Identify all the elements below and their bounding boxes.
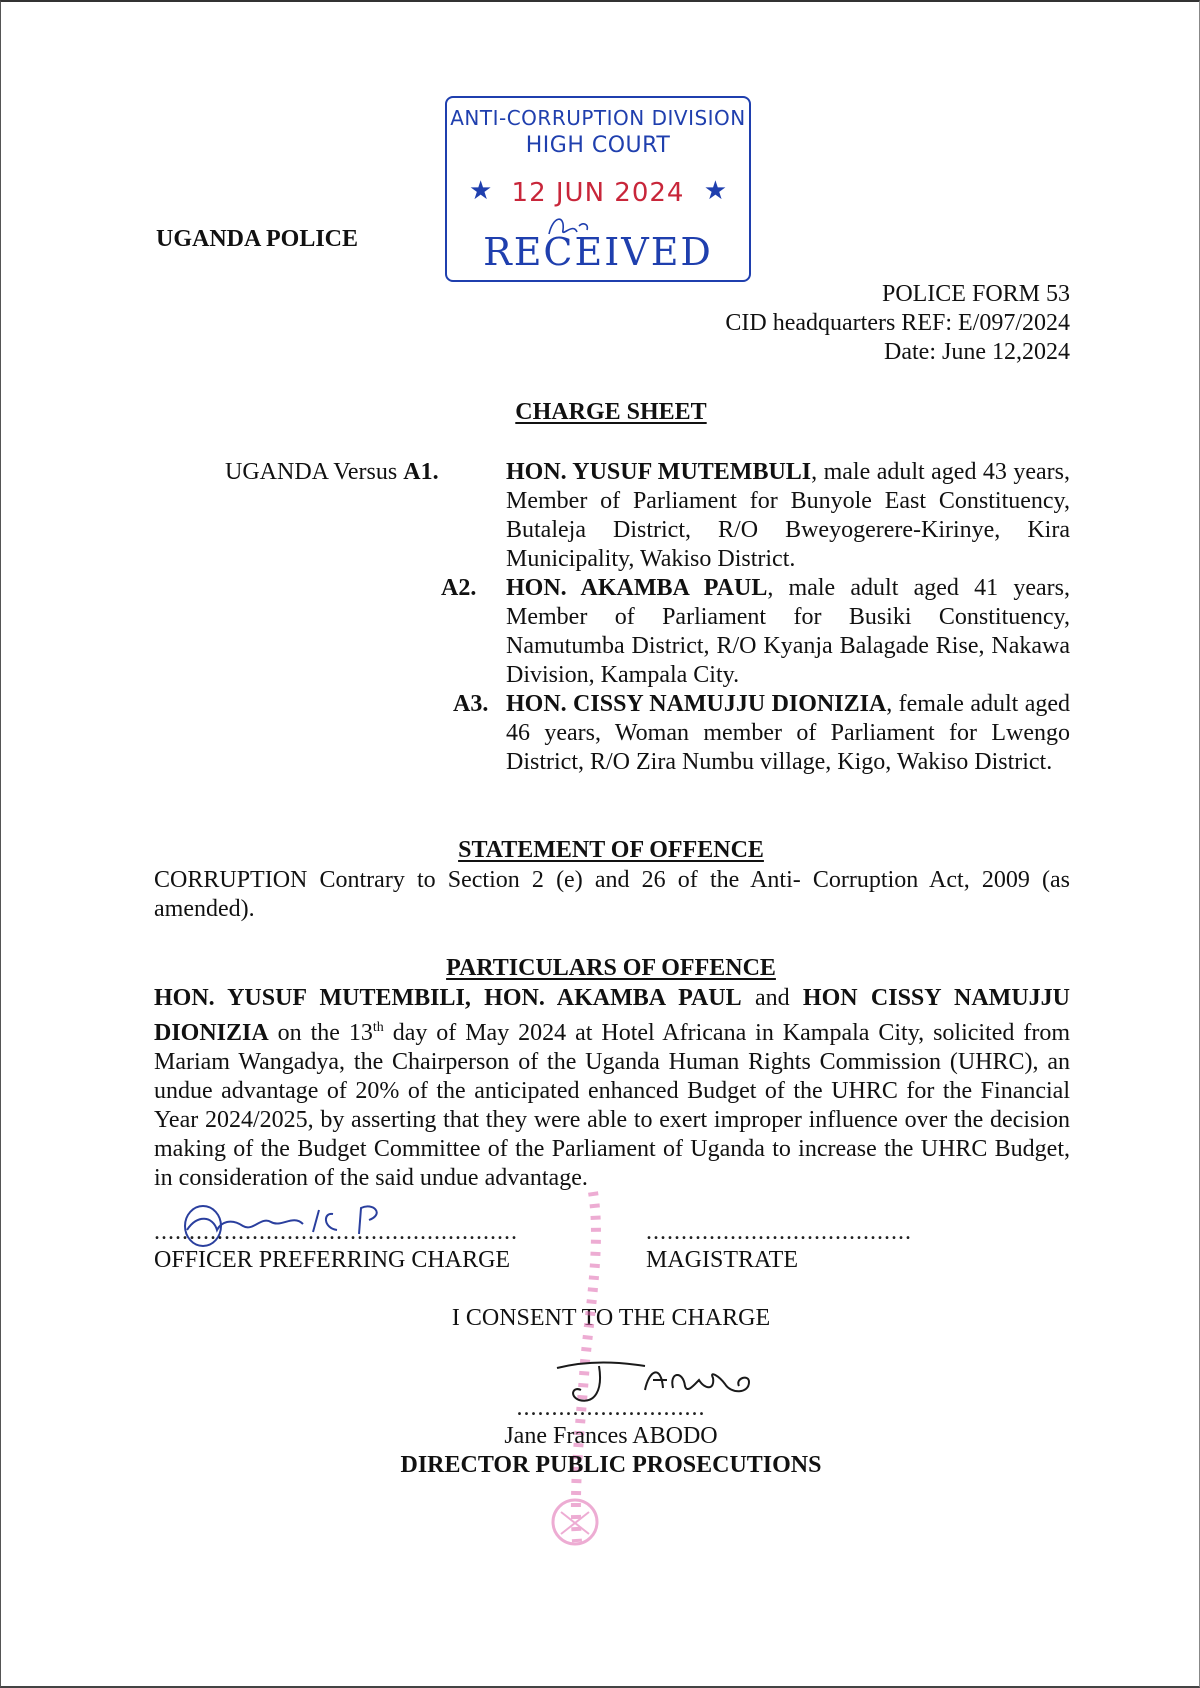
accused-name: HON. AKAMBA PAUL bbox=[506, 575, 768, 601]
dpp-title: DIRECTOR PUBLIC PROSECUTIONS bbox=[400, 1452, 822, 1478]
particulars-text bbox=[154, 984, 1070, 1193]
accused-item bbox=[506, 574, 1070, 690]
accused-label-a1: A1. bbox=[403, 459, 439, 485]
stamp-court: HIGH COURT bbox=[525, 133, 671, 158]
particulars-names-2: HON CISSY NAMUJJU DIONIZIA bbox=[154, 985, 1070, 1046]
consent-text: I CONSENT TO THE CHARGE bbox=[451, 1305, 771, 1331]
stamp-initials-scribble bbox=[543, 212, 603, 242]
particulars-and: and bbox=[741, 985, 803, 1011]
magistrate-label: MAGISTRATE bbox=[646, 1247, 799, 1273]
agency-name: UGANDA POLICE bbox=[156, 226, 359, 252]
stamp-received: RECEIVED bbox=[483, 230, 713, 274]
particulars-names-1: HON. YUSUF MUTEMBILI, HON. AKAMBA PAUL bbox=[154, 985, 742, 1011]
particulars-text-a: on the 13 bbox=[268, 1020, 373, 1046]
page-title: CHARGE SHEET bbox=[515, 399, 707, 425]
accused-name: HON. YUSUF MUTEMBULI bbox=[506, 459, 812, 485]
accused-item bbox=[506, 690, 1070, 777]
cid-reference: CID headquarters REF: E/097/2024 bbox=[725, 310, 1070, 336]
accused-name: HON. CISSY NAMUJJU DIONIZIA bbox=[506, 691, 887, 717]
accused-label-a3: A3. bbox=[453, 691, 489, 717]
particulars-text-b: day of May 2024 at Hotel Africana in Kampala City, solicited from Mariam Wangadya, the Chairperson of the Uganda Human Rights Commission (UHRC), an undue advantage of 20% of the anticipated enhanced Budget of the UHRC for the Financial Year 2024/2025, by asserting that they were able to exert improper influence over the decision making of the Budget Committee of the Parliament of Uganda to increase the UHRC Budget, in consideration of the said undue advantage. bbox=[154, 1020, 1070, 1191]
accused-details: , female adult aged 46 years, Woman member of Parliament for Lwengo District, R/O Zira Numbu village, Kigo, Wakiso District. bbox=[506, 691, 1070, 775]
magistrate-signature-line: ...................................... bbox=[646, 1219, 912, 1245]
star-icon: ★ bbox=[469, 176, 493, 206]
court-received-stamp bbox=[445, 96, 751, 282]
officer-label: OFFICER PREFERRING CHARGE bbox=[154, 1247, 511, 1273]
particulars-heading: PARTICULARS OF OFFENCE bbox=[446, 955, 776, 981]
star-icon: ★ bbox=[703, 176, 727, 206]
versus-text: UGANDA Versus bbox=[225, 459, 404, 485]
dpp-signature-line: ........................... bbox=[516, 1395, 706, 1421]
statement-heading: STATEMENT OF OFFENCE bbox=[458, 837, 764, 863]
accused-details: , male adult aged 41 years, Member of Parliament for Busiki Constituency, Namutumba District, R/O Kyanja Balagade Rise, Nakawa Division, Kampala City. bbox=[506, 575, 1070, 688]
officer-signature-line: .................................................... bbox=[154, 1219, 518, 1245]
stamp-division: ANTI-CORRUPTION DIVISION bbox=[450, 106, 746, 130]
dpp-name: Jane Frances ABODO bbox=[504, 1423, 718, 1449]
stamp-date: 12 JUN 2024 bbox=[511, 178, 685, 208]
accused-item bbox=[506, 458, 1070, 574]
police-form-number: POLICE FORM 53 bbox=[881, 281, 1070, 307]
accused-details: , male adult aged 43 years, Member of Parliament for Bunyole East Constituency, Butaleja District, R/O Bweyogerere-Kirinye, Kira Municipality, Wakiso District. bbox=[506, 459, 1071, 572]
accused-label-a2: A2. bbox=[441, 575, 477, 601]
statement-text: CORRUPTION Contrary to Section 2 (e) and 26 of the Anti- Corruption Act, 2009 (as amended). bbox=[154, 867, 1070, 922]
particulars-superscript: th bbox=[372, 1020, 384, 1035]
document-date: Date: June 12,2024 bbox=[884, 339, 1070, 365]
accused-prefix bbox=[225, 458, 439, 487]
